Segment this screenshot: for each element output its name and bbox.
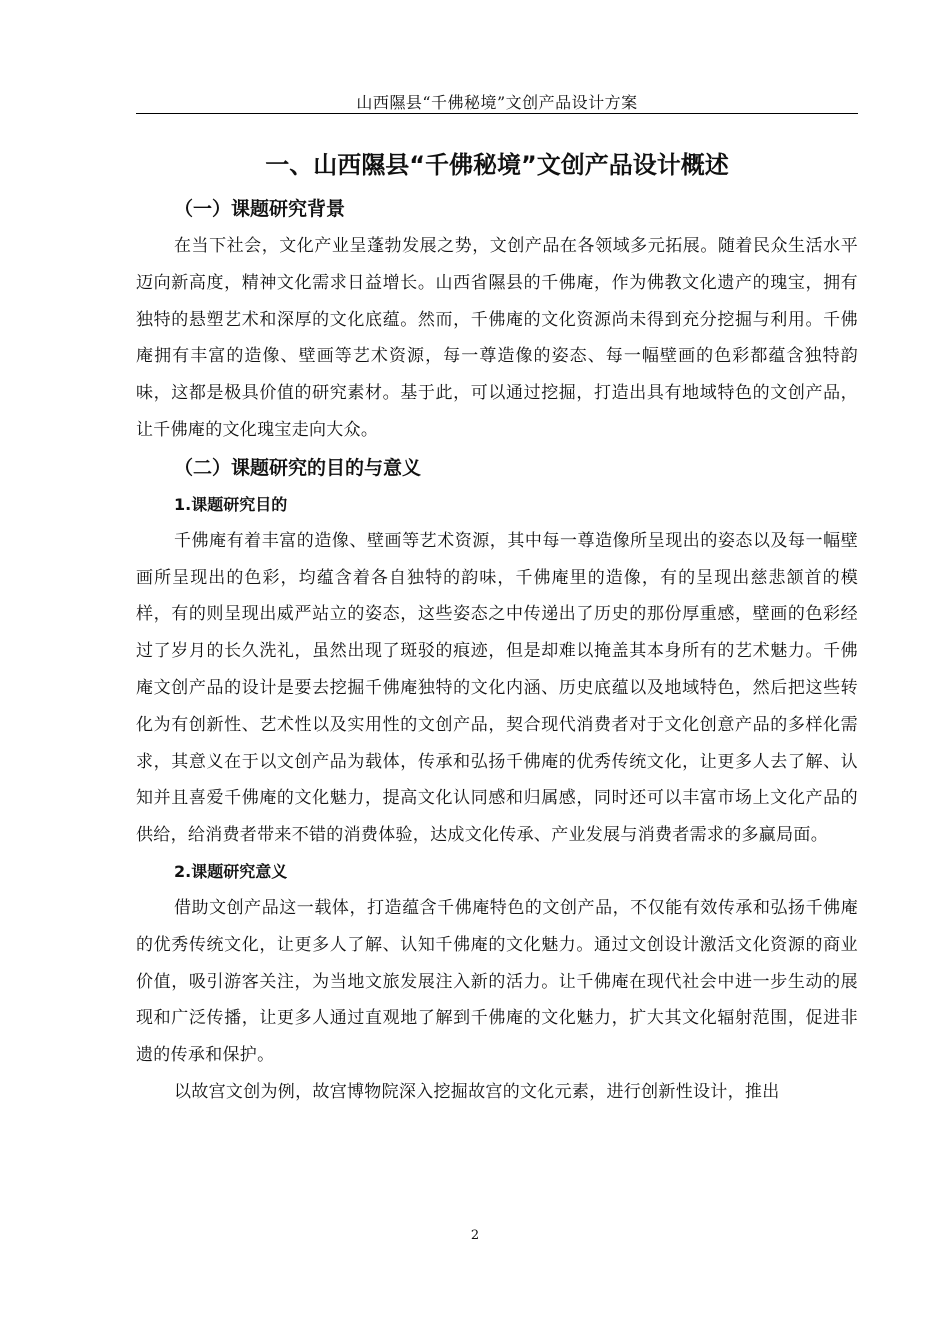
subsection-heading-significance: 2.课题研究意义 <box>174 861 288 881</box>
paragraph-background: 在当下社会，文化产业呈蓬勃发展之势，文创产品在各领域多元拓展。随着民众生活水平迈向新高度，精神文化需求日益增长。山西省隰县的千佛庵，作为佛教文化遗产的瑰宝，拥有独特的悬塑艺术和深厚的文化底蕴。然而，千佛庵的文化资源尚未得到充分挖掘与利用。千佛庵拥有丰富的造像、壁画等艺术资源，每一尊造像的姿态、每一幅壁画的色彩都蕴含独特韵味，这都是极具价值的研究素材。基于此，可以通过挖掘，打造出具有地域特色的文创产品，让千佛庵的文化瑰宝走向大众。 <box>136 236 858 440</box>
paragraph-palace-museum-example: 以故宫文创为例，故宫博物院深入挖掘故宫的文化元素，进行创新性设计，推出 <box>174 1081 780 1102</box>
page-body <box>136 140 858 1111</box>
page-number: 2 <box>470 1228 480 1243</box>
subsection-heading-purpose: 1.课题研究目的 <box>174 494 288 514</box>
paragraph-significance: 借助文创产品这一载体，打造蕴含千佛庵特色的文创产品，不仅能有效传承和弘扬千佛庵的优秀传统文化，让更多人了解、认知千佛庵的文化魅力。通过文创设计激活文化资源的商业价值，吸引游客关注，为当地文旅发展注入新的活力。让千佛庵在现代社会中进一步生动的展现和广泛传播，让更多人通过直观地了解到千佛庵的文化魅力，扩大其文化辐射范围，促进非遗的传承和保护。 <box>136 897 858 1066</box>
section-heading-purpose-significance: （二）课题研究的目的与意义 <box>174 456 422 479</box>
running-header: 山西隰县“千佛秘境”文创产品设计方案 <box>356 93 638 112</box>
chapter-title: 一、山西隰县“千佛秘境”文创产品设计概述 <box>265 151 729 179</box>
paragraph-purpose: 千佛庵有着丰富的造像、壁画等艺术资源，其中每一尊造像所呈现出的姿态以及每一幅壁画所呈现出的色彩，均蕴含着各自独特的韵味，千佛庵里的造像，有的呈现出慈悲颔首的模样，有的则呈现出威严站立的姿态，这些姿态之中传递出了历史的那份厚重感，壁画的色彩经过了岁月的长久洗礼，虽然出现了斑驳的痕迹，但是却难以掩盖其本身所有的艺术魅力。千佛庵文创产品的设计是要去挖掘千佛庵独特的文化内涵、历史底蕴以及地域特色，然后把这些转化为有创新性、艺术性以及实用性的文创产品，契合现代消费者对于文化创意产品的多样化需求，其意义在于以文创产品为载体，传承和弘扬千佛庵的优秀传统文化，让更多人去了解、认知并且喜爱千佛庵的文化魅力，提高文化认同感和归属感，同时还可以丰富市场上文化产品的供给，给消费者带来不错的消费体验，达成文化传承、产业发展与消费者需求的多赢局面。 <box>136 530 858 846</box>
header-divider <box>136 113 858 114</box>
section-heading-background: （一）课题研究背景 <box>174 198 346 220</box>
